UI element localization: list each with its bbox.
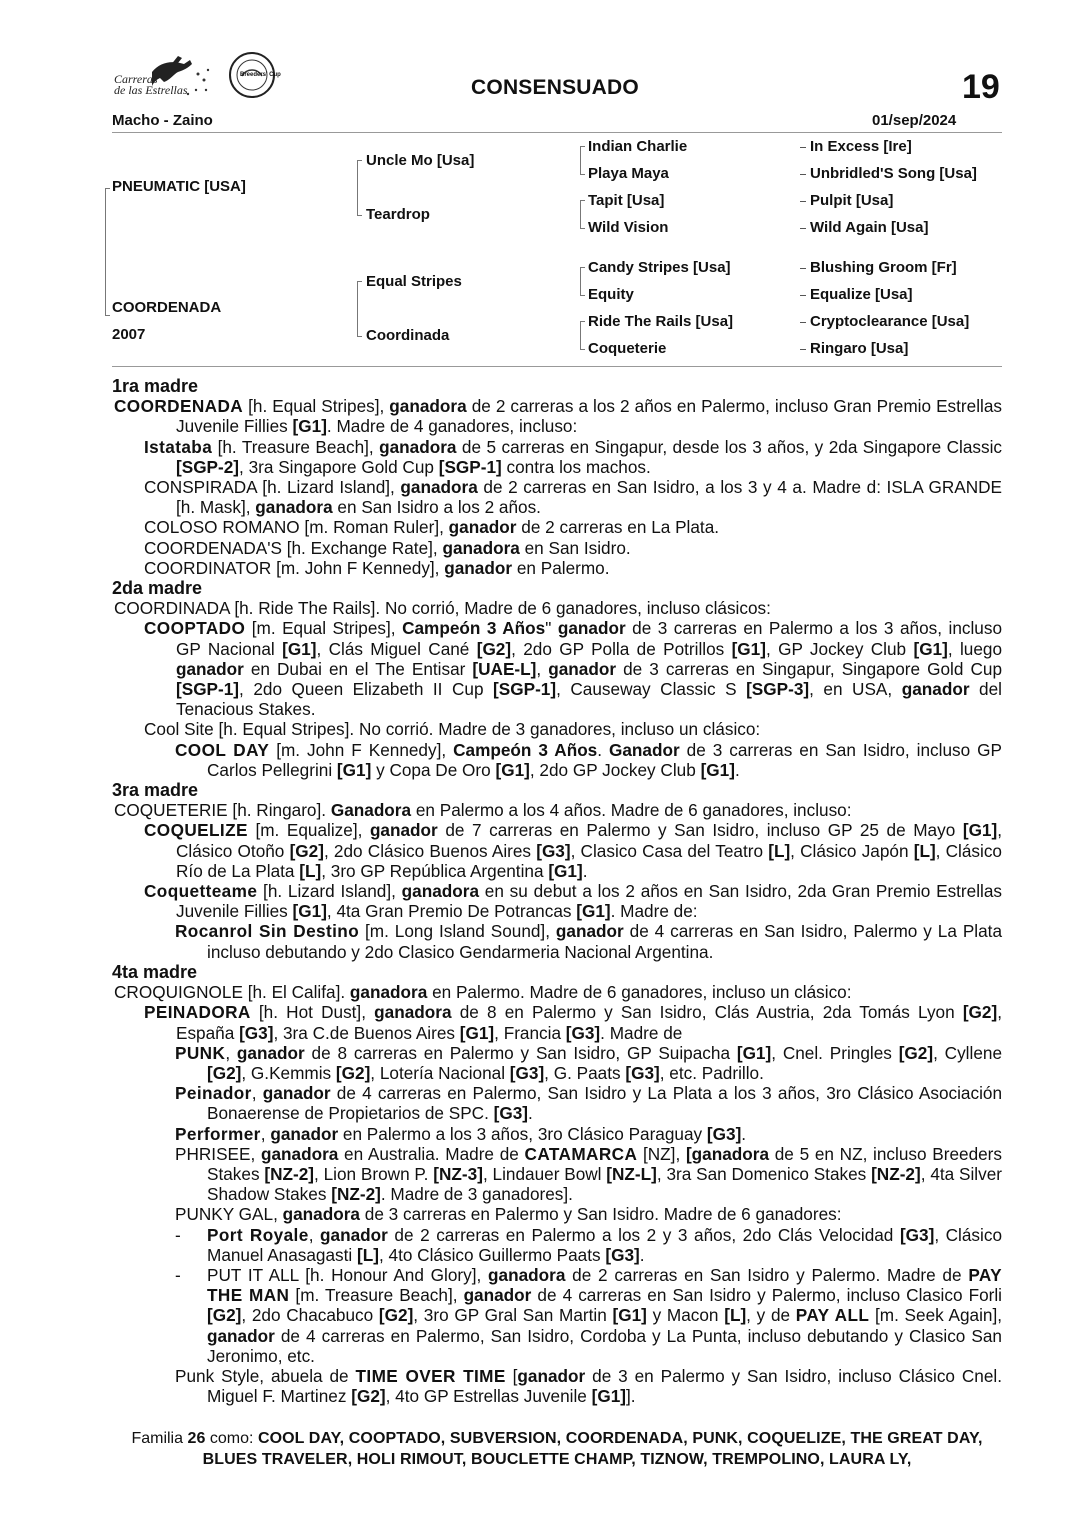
produce-entry: Performer, ganador en Palermo a los 3 años, 3ro Clásico Paraguay [G3].	[175, 1123, 747, 1144]
sale-date: 01/sep/2024	[872, 112, 957, 129]
produce-entry: Coquetteame [h. Lizard Island], ganadora en su debut a los 2 años en San Isidro, 2da Gran Premio Estrellas Juvenile Fillies [G1], 4ta Gran Premio De Potrancas [G1]. Madre de:	[144, 881, 1003, 922]
sire-sire: Uncle Mo [Usa]	[366, 152, 475, 169]
produce-entry: Punk Style, abuela de TIME OVER TIME [ganador de 3 en Palermo y San Isidro, incluso Clásico Cnel. Miguel F. Martinez [G2], 4to GP Estrellas Juvenile [G1]].	[175, 1365, 1002, 1407]
produce-entry: PUNK, ganador de 8 carreras en Palermo y San Isidro, GP Suipacha [G1], Cnel. Pringles [G2], Cyllene [G2], G.Kemmis [G2], Lotería Nacional [G3], G. Paats [G3], etc. Padrillo.	[175, 1042, 1002, 1083]
lot-number: 19	[962, 68, 1000, 106]
produce-entry: PEINADORA [h. Hot Dust], ganadora de 8 en Palermo y San Isidro, Clás Austria, 2da Tomás Lyon [G2], España [G3], 3ra C.de Buenos Aires [G1], Francia [G3]. Madre de	[144, 1002, 1002, 1043]
produce-entry: Rocanrol Sin Destino [m. Long Island Sound], ganador de 4 carreras en San Isidro, Palermo y La Plata incluso debutando y 2do Clasico Gendarmeria Nacional Argentina.	[175, 921, 1002, 962]
g3-6: Equity	[588, 286, 634, 303]
section-heading: 4ta madre	[112, 961, 198, 982]
dam-entry: COORDENADA [h. Equal Stripes], ganadora de 2 carreras a los 2 años en Palermo, incluso Gran Premio Estrellas Juvenile Fillies [G1]. Madre de 4 ganadores, incluso:	[114, 396, 1002, 437]
produce-entry: COLOSO ROMANO [m. Roman Ruler], ganador de 2 carreras en La Plata.	[144, 517, 720, 538]
divider	[112, 366, 1002, 367]
g4-5: Blushing Groom [Fr]	[800, 259, 957, 276]
g3-1: Indian Charlie	[588, 138, 688, 155]
logo-text: Carreras de las Estrellas	[114, 72, 188, 97]
family-como: como:	[209, 1430, 254, 1447]
section-heading: 1ra madre	[112, 376, 199, 396]
g3-8: Coqueterie	[588, 340, 667, 357]
dam-year: 2007	[112, 326, 146, 343]
family-footer	[112, 1428, 1002, 1470]
g3-3: Tapit [Usa]	[588, 192, 665, 209]
produce-entry: COOPTADO [m. Equal Stripes], Campeón 3 Años" ganador de 3 carreras en Palermo a los 3 años, incluso GP Nacional [G1], Clás Miguel Cané [G2], 2do GP Polla de Potrillos [G1], GP Jockey Club [G1], luego ganador en Dubai en el The Entisar [UAE-L], ganador de 3 carreras en Singapur, Singapore Gold Cup [SGP-1], 2do Queen Elizabeth II Cup [SGP-1], Causeway Classic S [SGP-3], en USA, ganador del Tenacious Stakes.	[144, 618, 1003, 720]
g4-6: Equalize [Usa]	[800, 286, 913, 303]
g4-2: Unbridled'S Song [Usa]	[800, 165, 977, 182]
g4-7: Cryptoclearance [Usa]	[800, 313, 969, 330]
family-prefix: Familia	[131, 1430, 183, 1447]
dam-dam: Coordinada	[366, 327, 450, 344]
dam-entry: COQUETERIE [h. Ringaro]. Ganadora en Palermo a los 4 años. Madre de 6 ganadores, incluso:	[114, 800, 852, 821]
g4-8: Ringaro [Usa]	[800, 340, 908, 357]
section-heading: 3ra madre	[112, 780, 199, 801]
family-number: 26	[187, 1430, 206, 1447]
page-title: CONSENSUADO	[471, 76, 639, 99]
bracket	[580, 146, 585, 175]
g3-2: Playa Maya	[588, 165, 669, 182]
bracket	[580, 267, 585, 296]
sire-dam: Teardrop	[366, 206, 430, 223]
sire-name: PNEUMATIC [USA]	[112, 178, 246, 195]
produce-entry: COORDENADA'S [h. Exchange Rate], ganadora en San Isidro.	[144, 537, 631, 558]
produce-entry: COORDINATOR [m. John F Kennedy], ganador en Palermo.	[144, 557, 610, 578]
family-names: COOL DAY, COOPTADO, SUBVERSION, COORDENADA, PUNK, COQUELIZE, THE GREAT DAY, BLUES TRAVELER, HOLI RIMOUT, BOUCLETTE CHAMP, TIZNOW, TREMPOLINO, LAURA LY,	[202, 1430, 983, 1468]
produce-entry: - PUT IT ALL [h. Honour And Glory], ganadora de 2 carreras en San Isidro y Palermo. Madre de PAY THE MAN [m. Treasure Beach], ganador de 4 carreras en San Isidro y Palermo, incluso Clasico Forli [G2], 2do Chacabuco [G2], 3ro GP Gral San Martin [G1] y Macon [L], y de PAY ALL [m. Seek Again], ganador de 4 carreras en Palermo, San Isidro, Cordoba y La Punta, incluso debutando y Clasico San Jeronimo, etc.	[175, 1264, 1003, 1366]
produce-entry: CONSPIRADA [h. Lizard Island], ganadora de 2 carreras en San Isidro, a los 3 y 4 a. Madre d: ISLA GRANDE [h. Mask], ganadora en San Isidro a los 2 años.	[144, 477, 1003, 518]
produce-entry: COQUELIZE [m. Equalize], ganador de 7 carreras en Palermo y San Isidro, incluso GP 25 de Mayo [G1], Clásico Otoño [G2], 2do Clásico Buenos Aires [G3], Clasico Casa del Teatro [L], Clásico Japón [L], Clásico Río de La Plata [L], 3ro GP República Argentina [G1].	[144, 820, 1002, 881]
seal-text: Breeders' Cup	[240, 72, 281, 78]
produce-entry: PHRISEE, ganadora en Australia. Madre de CATAMARCA [NZ], [ganadora de 5 en NZ, incluso Breeders Stakes [NZ-2], Lion Brown P. [NZ-3], Lindauer Bowl [NZ-L], 3ra San Domenico Stakes [NZ-2], 4ta Silver Shadow Stakes [NZ-2]. Madre de 3 ganadores].	[175, 1143, 1003, 1205]
produce-entry: Istataba [h. Treasure Beach], ganadora de 5 carreras en Singapur, desde los 3 años, y 2da Singapore Classic [SGP-2], 3ra Singapore Gold Cup [SGP-1] contra los machos.	[144, 436, 1002, 477]
produce-entry: PUNKY GAL, ganadora de 3 carreras en Palermo y San Isidro. Madre de 6 ganadores:	[175, 1204, 842, 1225]
catalogue-body	[112, 376, 1002, 1406]
bracket	[580, 200, 585, 229]
g4-1: In Excess [Ire]	[800, 138, 912, 155]
dam-entry: COORDINADA [h. Ride The Rails]. No corrió, Madre de 6 ganadores, incluso clásicos:	[114, 598, 771, 619]
sex-color: Macho - Zaino	[112, 112, 213, 129]
bracket	[105, 188, 110, 316]
g3-7: Ride The Rails [Usa]	[588, 313, 734, 330]
divider	[112, 132, 1002, 133]
section-heading: 2da madre	[112, 578, 203, 599]
produce-entry: Cool Site [h. Equal Stripes]. No corrió. Madre de 3 ganadores, incluso un clásico:	[144, 719, 761, 740]
bracket	[357, 160, 362, 216]
g4-4: Wild Again [Usa]	[800, 219, 928, 236]
g4-3: Pulpit [Usa]	[800, 192, 893, 209]
bracket	[357, 281, 362, 337]
dam-name: COORDENADA	[112, 299, 222, 316]
dam-entry: CROQUIGNOLE [h. El Califa]. ganadora en Palermo. Madre de 6 ganadores, incluso un clásico:	[114, 982, 852, 1003]
dam-sire: Equal Stripes	[366, 273, 462, 290]
bracket	[580, 321, 585, 350]
produce-entry: COOL DAY [m. John F Kennedy], Campeón 3 Años. Ganador de 3 carreras en San Isidro, incluso GP Carlos Pellegrini [G1] y Copa De Oro [G1], 2do GP Jockey Club [G1].	[175, 739, 1002, 780]
produce-entry: Peinador, ganador de 4 carreras en Palermo, San Isidro y La Plata a los 3 años, 3ro Clásico Asociación Bonaerense de Propietarios de SPC. [G3].	[175, 1083, 1003, 1124]
g3-5: Candy Stripes [Usa]	[588, 259, 731, 276]
g3-4: Wild Vision	[588, 219, 669, 236]
produce-entry: - Port Royale, ganador de 2 carreras en Palermo a los 2 y 3 años, 2do Clás Velocidad [G3], Clásico Manuel Anasagasti [L], 4to Clásico Guillermo Paats [G3].	[175, 1224, 1002, 1265]
